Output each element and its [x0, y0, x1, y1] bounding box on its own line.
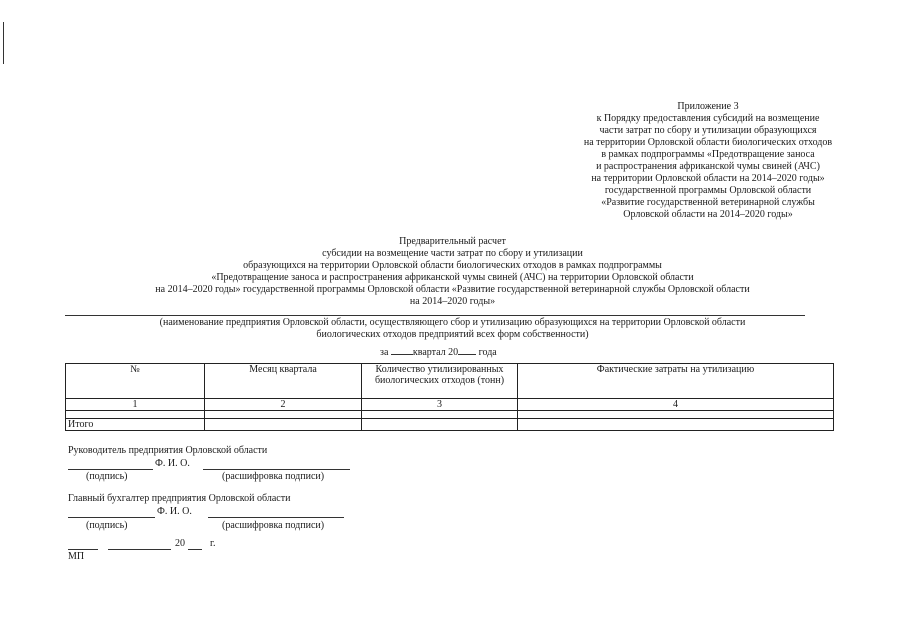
- quarter-prefix: за: [380, 347, 389, 358]
- column-header: Месяц квартала: [205, 364, 362, 399]
- stamp-place: МП: [68, 551, 85, 562]
- title-line: образующихся на территории Орловской области биологических отходов в рамках подпрограммы: [243, 260, 662, 271]
- head-decode-line[interactable]: [203, 469, 350, 470]
- date-year-prefix: 20: [175, 538, 185, 549]
- table-cell[interactable]: [205, 411, 362, 419]
- accountant-signature-title: Главный бухгалтер предприятия Орловской области: [68, 493, 291, 504]
- total-row: [66, 419, 834, 431]
- appendix-header: [548, 101, 868, 221]
- head-signature-title: Руководитель предприятия Орловской области: [68, 445, 268, 456]
- accountant-signature-line[interactable]: [68, 517, 155, 518]
- head-decode-caption: (расшифровка подписи): [222, 471, 325, 482]
- appendix-title: Приложение 3: [677, 101, 739, 112]
- cost-table: [65, 363, 834, 431]
- column-number-row: [66, 399, 834, 411]
- table-cell[interactable]: [362, 419, 518, 431]
- title-heading: Предварительный расчет: [399, 236, 506, 247]
- table-cell[interactable]: [518, 411, 834, 419]
- accountant-sign-caption: (подпись): [86, 520, 128, 531]
- column-header: №: [66, 364, 205, 399]
- org-caption-line: биологических отходов предприятий всех форм собственности): [316, 329, 589, 340]
- document-title: [60, 236, 845, 308]
- org-caption-line: (наименование предприятия Орловской области, осуществляющего сбор и утилизацию образующихся на территории Орловской области: [159, 317, 746, 328]
- head-signature-line[interactable]: [68, 469, 153, 470]
- column-number: 2: [205, 399, 362, 411]
- table-cell[interactable]: [66, 411, 205, 419]
- table-header-row: [66, 364, 834, 399]
- column-header: Фактические затраты на утилизацию: [518, 364, 834, 399]
- table-cell[interactable]: [362, 411, 518, 419]
- title-line: субсидии на возмещение части затрат по сбору и утилизации: [322, 248, 583, 259]
- appendix-line: на территории Орловской области биологических отходов: [583, 137, 833, 148]
- year-blank[interactable]: [458, 345, 476, 355]
- accountant-fio-label: Ф. И. О.: [157, 506, 192, 517]
- appendix-line: «Развитие государственной ветеринарной службы: [601, 197, 815, 208]
- column-number: 1: [66, 399, 205, 411]
- scan-edge-mark: [3, 22, 4, 64]
- date-day-blank[interactable]: [68, 549, 98, 550]
- accountant-decode-caption: (расшифровка подписи): [222, 520, 325, 531]
- head-sign-caption: (подпись): [86, 471, 128, 482]
- table-row: [66, 411, 834, 419]
- quarter-suffix: года: [478, 347, 497, 358]
- column-header: Количество утилизированных биологических отходов (тонн): [362, 364, 518, 399]
- column-number: 3: [362, 399, 518, 411]
- date-month-blank[interactable]: [108, 549, 171, 550]
- organization-caption: [60, 317, 845, 341]
- appendix-line: государственной программы Орловской области: [604, 185, 812, 196]
- appendix-line: в рамках подпрограммы «Предотвращение заноса: [601, 149, 815, 160]
- title-line: «Предотвращение заноса и распространения африканской чумы свиней (АЧС) на территории Орловской области: [211, 272, 694, 283]
- accountant-decode-line[interactable]: [208, 517, 344, 518]
- appendix-line: к Порядку предоставления субсидий на возмещение: [596, 113, 820, 124]
- appendix-line: и распространения африканской чумы свиней (АЧС): [596, 161, 820, 172]
- title-line: на 2014–2020 годы»: [409, 296, 496, 307]
- date-suffix: г.: [210, 538, 216, 549]
- organization-name-line[interactable]: [65, 315, 805, 316]
- head-fio-label: Ф. И. О.: [155, 458, 190, 469]
- appendix-line: Орловской области на 2014–2020 годы»: [623, 209, 793, 220]
- quarter-number-blank[interactable]: [391, 345, 413, 355]
- column-number: 4: [518, 399, 834, 411]
- table-cell[interactable]: [205, 419, 362, 431]
- appendix-line: на территории Орловской области на 2014–2020 годы»: [591, 173, 825, 184]
- date-year-blank[interactable]: [188, 549, 202, 550]
- quarter-middle: квартал 20: [412, 347, 459, 358]
- title-line: на 2014–2020 годы» государственной программы Орловской области «Развитие государственной ветеринарной службы Орловской области: [155, 284, 750, 295]
- quarter-line: [380, 345, 497, 359]
- appendix-line: части затрат по сбору и утилизации образующихся: [599, 125, 817, 136]
- table-cell[interactable]: [518, 419, 834, 431]
- total-label: Итого: [66, 419, 205, 431]
